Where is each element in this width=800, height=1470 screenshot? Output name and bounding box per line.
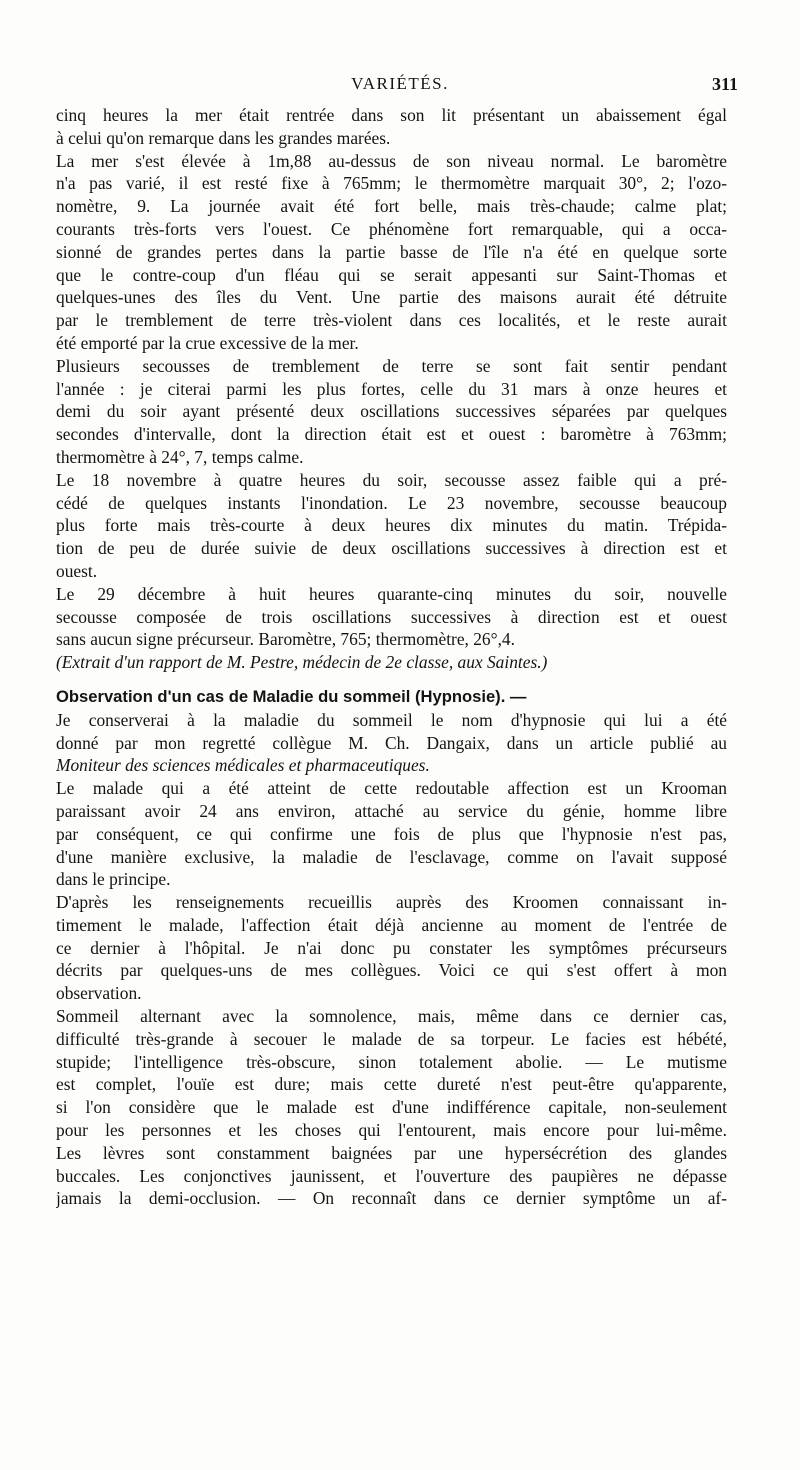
text-line: secondes d'intervalle, dont la direction était est et ouest : baromètre à 763mm; bbox=[56, 424, 727, 445]
text-line: timement le malade, l'affection était déjà ancienne au moment de l'entrée de bbox=[56, 914, 727, 935]
running-head bbox=[0, 74, 800, 98]
text-line: tion de peu de durée suivie de deux oscillations successives à direction est et bbox=[56, 538, 727, 559]
text-line: que le contre-coup d'un fléau qui se serait appesanti sur Saint-Thomas et bbox=[56, 264, 727, 285]
text-line: jamais la demi-occlusion. — On reconnaît dans ce dernier symptôme un af- bbox=[56, 1188, 727, 1209]
text-line: si l'on considère que le malade est d'une indifférence capitale, non-seulement bbox=[56, 1097, 727, 1118]
text-line: l'année : je citerai parmi les plus fortes, celle du 31 mars à onze heures et bbox=[56, 378, 727, 399]
text-line: n'a pas varié, il est resté fixe à 765mm; le thermomètre marquait 30°, 2; l'ozo- bbox=[56, 173, 727, 194]
text-line: difficulté très-grande à secouer le malade de sa torpeur. Le facies est hébété, bbox=[56, 1028, 727, 1049]
text-line: dans le principe. bbox=[56, 869, 171, 890]
text-line: La mer s'est élevée à 1m,88 au-dessus de son niveau normal. Le baromètre bbox=[56, 150, 727, 171]
text-line: thermomètre à 24°, 7, temps calme. bbox=[56, 446, 304, 467]
text-line: secousse composée de trois oscillations successives à direction est et ouest bbox=[56, 606, 727, 627]
text-line: est complet, l'ouïe est dure; mais cette dureté n'est peut-être qu'apparente, bbox=[56, 1074, 727, 1095]
text-line: observation. bbox=[56, 983, 142, 1004]
text-line: cinq heures la mer était rentrée dans son lit présentant un abaissement égal bbox=[56, 105, 727, 125]
text-line: Sommeil alternant avec la somnolence, mais, même dans ce dernier cas, bbox=[56, 1006, 727, 1027]
text-line: pour les personnes et les choses qui l'entourent, mais encore pour lui-même. bbox=[56, 1120, 727, 1141]
text-line: ce dernier à l'hôpital. Je n'ai donc pu constater les symptômes précurseurs bbox=[56, 937, 727, 958]
text-line: quelques-unes des îles du Vent. Une partie des maisons aurait été détruite bbox=[56, 287, 727, 308]
text-line: sans aucun signe précurseur. Baromètre, 765; thermomètre, 26°,4. bbox=[56, 629, 515, 650]
text-line: demi du soir ayant présenté deux oscillations successives séparées par quelques bbox=[56, 401, 727, 422]
text-line: ouest. bbox=[56, 560, 98, 581]
text-line: Moniteur des sciences médicales et pharmaceutiques. bbox=[56, 755, 430, 776]
text-line: par le tremblement de terre très-violent dans ces localités, et le reste aurait bbox=[56, 310, 727, 331]
section-heading: Observation d'un cas de Maladie du sommeil (Hypnosie). — bbox=[56, 686, 527, 706]
text-line: cédé de quelques instants l'inondation. Le 23 novembre, secousse beaucoup bbox=[56, 492, 727, 513]
text-line: par conséquent, ce qui confirme une fois de plus que l'hypnosie n'est pas, bbox=[56, 823, 727, 844]
text-line: décrits par quelques-uns de mes collègues. Voici ce qui s'est offert à mon bbox=[56, 960, 727, 981]
text-line: D'après les renseignements recueillis auprès des Kroomen connaissant in- bbox=[56, 892, 727, 913]
text-line: stupide; l'intelligence très-obscure, sinon totalement abolie. — Le mutisme bbox=[56, 1051, 727, 1072]
text-line: courants très-forts vers l'ouest. Ce phénomène fort remarquable, qui a occa- bbox=[56, 218, 727, 239]
text-line: Le 29 décembre à huit heures quarante-cinq minutes du soir, nouvelle bbox=[56, 583, 727, 604]
source-citation: (Extrait d'un rapport de M. Pestre, médecin de 2e classe, aux Saintes.) bbox=[56, 652, 548, 673]
section-gap bbox=[56, 674, 727, 686]
text-line: été emporté par la crue excessive de la mer. bbox=[56, 332, 359, 353]
text-line: plus forte mais très-courte à deux heures dix minutes du matin. Trépida- bbox=[56, 515, 727, 536]
running-title: VARIÉTÉS. bbox=[351, 74, 449, 93]
text-line: paraissant avoir 24 ans environ, attaché au service du génie, homme libre bbox=[56, 800, 727, 821]
text-line: à celui qu'on remarque dans les grandes marées. bbox=[56, 127, 391, 148]
text-line: donné par mon regretté collègue M. Ch. Dangaix, dans un article publié au bbox=[56, 732, 727, 753]
text-line: sionné de grandes pertes dans la partie basse de l'île n'a été en quelque sorte bbox=[56, 241, 727, 262]
text-line: Les lèvres sont constamment baignées par une hypersécrétion des glandes bbox=[56, 1142, 727, 1163]
text-line: Le malade qui a été atteint de cette redoutable affection est un Krooman bbox=[56, 778, 727, 799]
text-line: Plusieurs secousses de tremblement de terre se sont fait sentir pendant bbox=[56, 355, 727, 376]
text-line: Je conserverai à la maladie du sommeil le nom d'hypnosie qui lui a été bbox=[56, 709, 727, 730]
text-line: Le 18 novembre à quatre heures du soir, secousse assez faible qui a pré- bbox=[56, 469, 727, 490]
body-text bbox=[56, 104, 727, 1210]
text-line: d'une manière exclusive, la maladie de l'esclavage, comme on l'avait supposé bbox=[56, 846, 727, 867]
text-line: buccales. Les conjonctives jaunissent, et l'ouverture des paupières ne dépasse bbox=[56, 1165, 727, 1186]
text-line: nomètre, 9. La journée avait été fort belle, mais très-chaude; calme plat; bbox=[56, 196, 727, 217]
page-number: 311 bbox=[711, 74, 738, 94]
